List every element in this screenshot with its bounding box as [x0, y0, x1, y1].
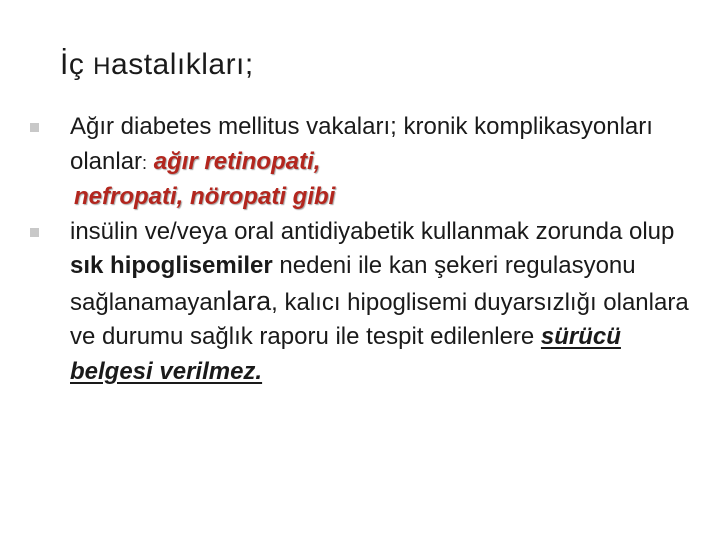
- bullet-1-text: Ağır diabetes mellitus vakaları; kronik komplikasyonları olanlar: [70, 113, 653, 175]
- bullet-marker-icon: [30, 123, 39, 132]
- bullet-1-colon: :: [142, 152, 148, 173]
- bullet-marker-icon: [30, 228, 39, 237]
- bullet-2-text-3: , kalıcı hipoglisemi duyarsızlığı olanlara ve durumu sağlık raporu ile tespit edilenlere: [70, 288, 689, 350]
- bullet-2-emphasis: sürücü belgesi verilmez.: [70, 323, 621, 385]
- bullet-list: [30, 110, 690, 389]
- bullet-item-2: [30, 215, 690, 390]
- bullet-2-strong: sık hipoglisemiler: [70, 252, 273, 279]
- bullet-1-emphasis-1: ağır retinopati,: [153, 147, 321, 175]
- title-part-1: İç: [60, 48, 94, 81]
- bullet-2-text-1: insülin ve/veya oral antidiyabetik kullanmak zorunda olup: [70, 217, 675, 245]
- page-title: [60, 48, 254, 82]
- bullet-item-1: [30, 110, 690, 215]
- bullet-2-text-2: nedeni ile kan şekeri regulasyonu sağlanamayan: [70, 252, 636, 316]
- title-part-2: H: [93, 53, 112, 80]
- bullet-2-big: lara: [226, 285, 272, 316]
- title-part-3: astalıkları;: [111, 48, 254, 81]
- bullet-1-emphasis-2: nefropati, nöropati gibi: [74, 183, 336, 210]
